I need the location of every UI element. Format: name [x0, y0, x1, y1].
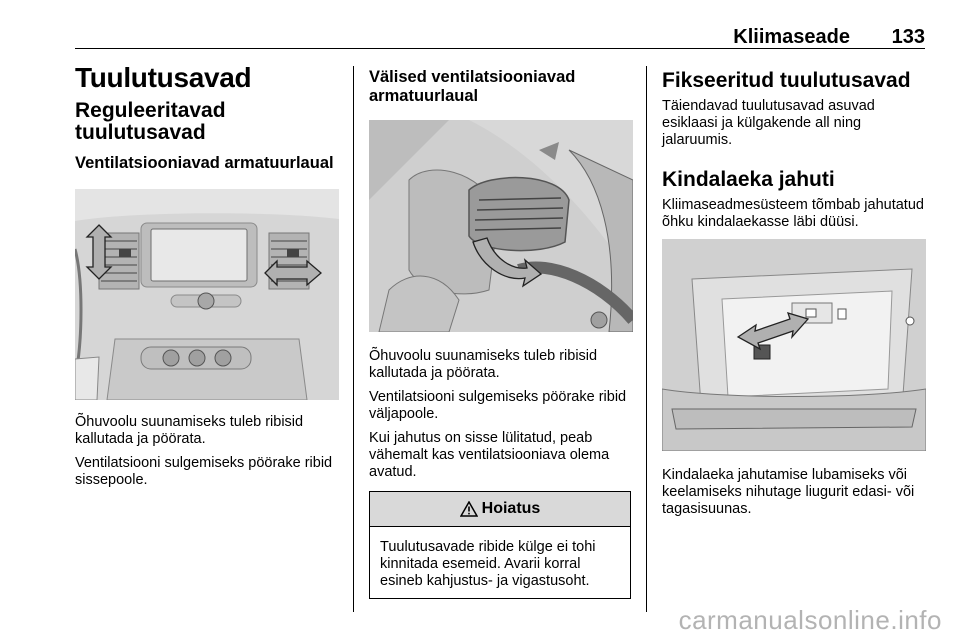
- warning-text: Tuulutusavade ribide külge ei tohi kinnitada esemeid. Avarii korral esineb kahjustus- ja vigastusoht.: [380, 539, 596, 589]
- paragraph: Kindalaeka jahutamise lubamiseks või keelamiseks nihutage liugurit edasi- või tagasisuunas.: [662, 467, 915, 517]
- dashboard-vents-illustration: [75, 189, 339, 400]
- paragraph: Ventilatsiooni sulgemiseks pöörake ribid sissepoole.: [75, 455, 333, 488]
- column-3: [662, 62, 928, 525]
- running-title: Kliimaseade: [733, 26, 850, 48]
- section-title: Kindalaeka jahuti: [662, 168, 835, 191]
- subsection-title: Reguleeritavad tuulutusavad: [75, 99, 226, 144]
- side-vent-illustration: [369, 120, 633, 332]
- paragraph: Õhuvoolu suunamiseks tuleb ribisid kallutada ja pöörata.: [75, 414, 304, 447]
- column-rule-2: [646, 66, 647, 612]
- column-2: [369, 62, 635, 599]
- paragraph: Õhuvoolu suunamiseks tuleb ribisid kallutada ja pöörata.: [369, 348, 598, 381]
- column-rule-1: [353, 66, 354, 612]
- paragraph: Täiendavad tuulutusavad asuvad esiklaasi ja külgakende all ning jalaruumis.: [662, 98, 875, 148]
- paragraph: Kliimaseadmesüsteem tõmbab jahutatud õhku kindalaekasse läbi düüsi.: [662, 197, 924, 230]
- warning-box: [369, 491, 631, 599]
- page-number: 133: [891, 26, 925, 48]
- watermark: carmanualsonline.info: [678, 605, 942, 635]
- warning-triangle-icon: [460, 501, 478, 517]
- warning-title: Hoiatus: [481, 500, 541, 517]
- glovebox-illustration: [662, 239, 926, 451]
- section-heading: Ventilatsiooniavad armatuurlaual: [75, 154, 334, 172]
- section-title: Fikseeritud tuulutusavad: [662, 69, 911, 92]
- header-rule: [75, 48, 925, 49]
- section-heading: Välised ventilatsiooniavad armatuurlaual: [369, 68, 576, 105]
- paragraph: Ventilatsiooni sulgemiseks pöörake ribid väljapoole.: [369, 389, 627, 422]
- column-1: [75, 62, 341, 496]
- warning-header: [370, 492, 630, 527]
- paragraph: Kui jahutus on sisse lülitatud, peab vähemalt kas ventilatsiooniava olema avatud.: [369, 430, 610, 480]
- section-title: Tuulutusavad: [75, 62, 252, 93]
